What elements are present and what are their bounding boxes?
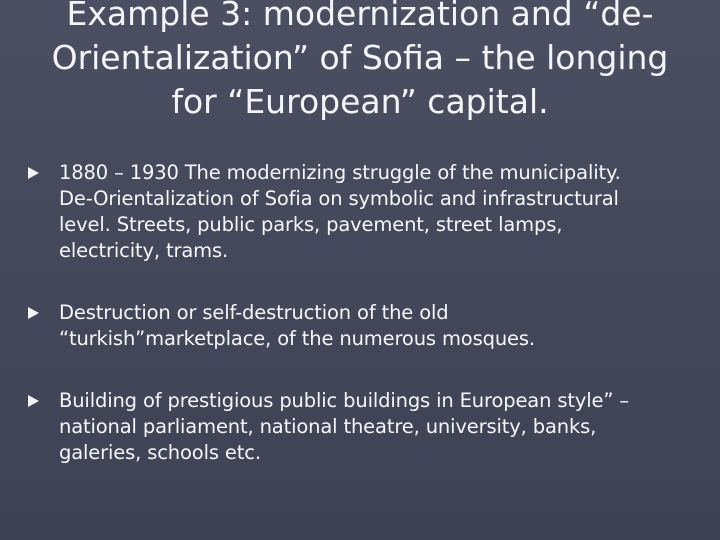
triangle-bullet-icon [28,307,39,319]
bullet-item-3 [28,388,708,466]
bullet-text: Building of prestigious public buildings in European style” – national parliament, national theatre, university, banks, galeries, schools etc. [59,389,629,464]
triangle-bullet-icon [28,167,39,179]
bullet-text: Destruction or self-destruction of the old “turkish”marketplace, of the numerous mosques. [59,301,535,350]
bullet-list [28,160,708,466]
bullet-text: 1880 – 1930 The modernizing struggle of the municipality. De-Orientalization of Sofia on symbolic and infrastructural level. Streets, public parks, pavement, street lamps, electricity, trams. [59,161,621,262]
triangle-bullet-icon [28,395,39,407]
bullet-item-2 [28,300,708,352]
bullet-item-1 [28,160,708,264]
slide-title: Example 3: modernization and “de- Orientalization” of Sofia – the longing for “European” capital. [51,0,669,121]
